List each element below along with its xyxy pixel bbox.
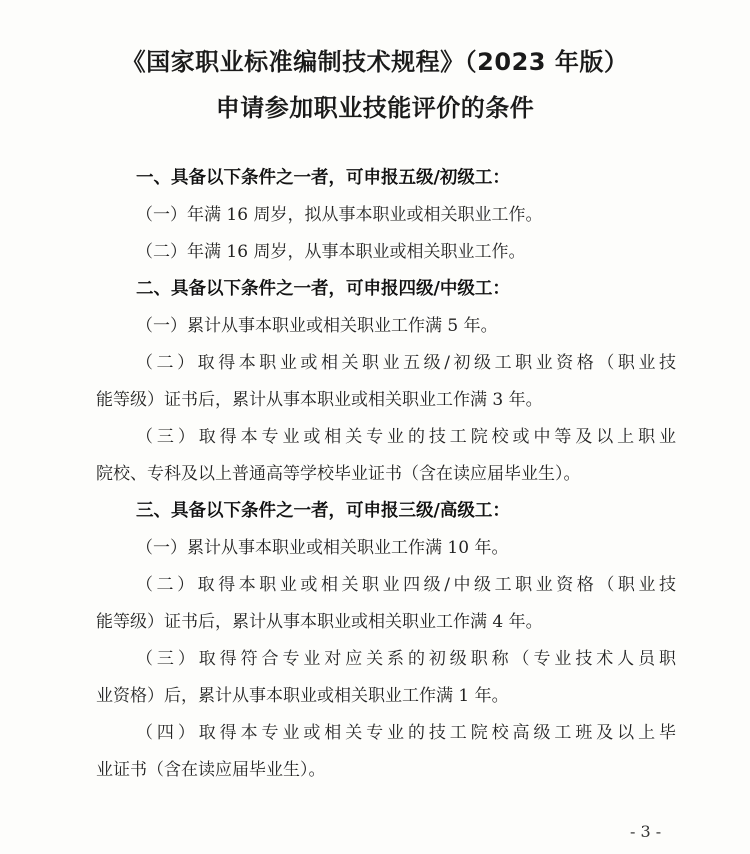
section-heading: 三、具备以下条件之一者，可申报三级/高级工： (136, 501, 510, 521)
condition-text-line: （二）取得本职业或相关职业五级/初级工职业资格（职业技 (136, 353, 676, 373)
page-number: - 3 - (630, 822, 662, 841)
condition-text-line: （一）年满 16 周岁，拟从事本职业或相关职业工作。 (136, 205, 543, 225)
document-body (96, 160, 676, 789)
condition-text-line: 能等级）证书后，累计从事本职业或相关职业工作满 4 年。 (96, 612, 543, 632)
condition-text-line: （二）年满 16 周岁，从事本职业或相关职业工作。 (136, 242, 526, 262)
condition-text-line: 业资格）后，累计从事本职业或相关职业工作满 1 年。 (96, 686, 509, 706)
section-heading: 一、具备以下条件之一者，可申报五级/初级工： (136, 168, 510, 188)
document-title: 《国家职业标准编制技术规程》（2023 年版） (121, 48, 629, 76)
condition-text-line: （三）取得本专业或相关专业的技工院校或中等及以上职业 (136, 427, 676, 447)
condition-text-line: （三）取得符合专业对应关系的初级职称（专业技术人员职 (136, 649, 676, 669)
condition-text-line: （二）取得本职业或相关职业四级/中级工职业资格（职业技 (136, 575, 676, 595)
condition-text-line: （一）累计从事本职业或相关职业工作满 5 年。 (136, 316, 498, 336)
condition-text-line: 能等级）证书后，累计从事本职业或相关职业工作满 3 年。 (96, 390, 543, 410)
condition-text-line: （四）取得本专业或相关专业的技工院校高级工班及以上毕 (136, 723, 676, 743)
document-subtitle: 申请参加职业技能评价的条件 (215, 94, 535, 122)
section-heading: 二、具备以下条件之一者，可申报四级/中级工： (136, 279, 510, 299)
condition-text-line: 业证书（含在读应届毕业生）。 (96, 760, 326, 780)
condition-text-line: 院校、专科及以上普通高等学校毕业证书（含在读应届毕业生）。 (96, 464, 581, 484)
condition-text-line: （一）累计从事本职业或相关职业工作满 10 年。 (136, 538, 509, 558)
